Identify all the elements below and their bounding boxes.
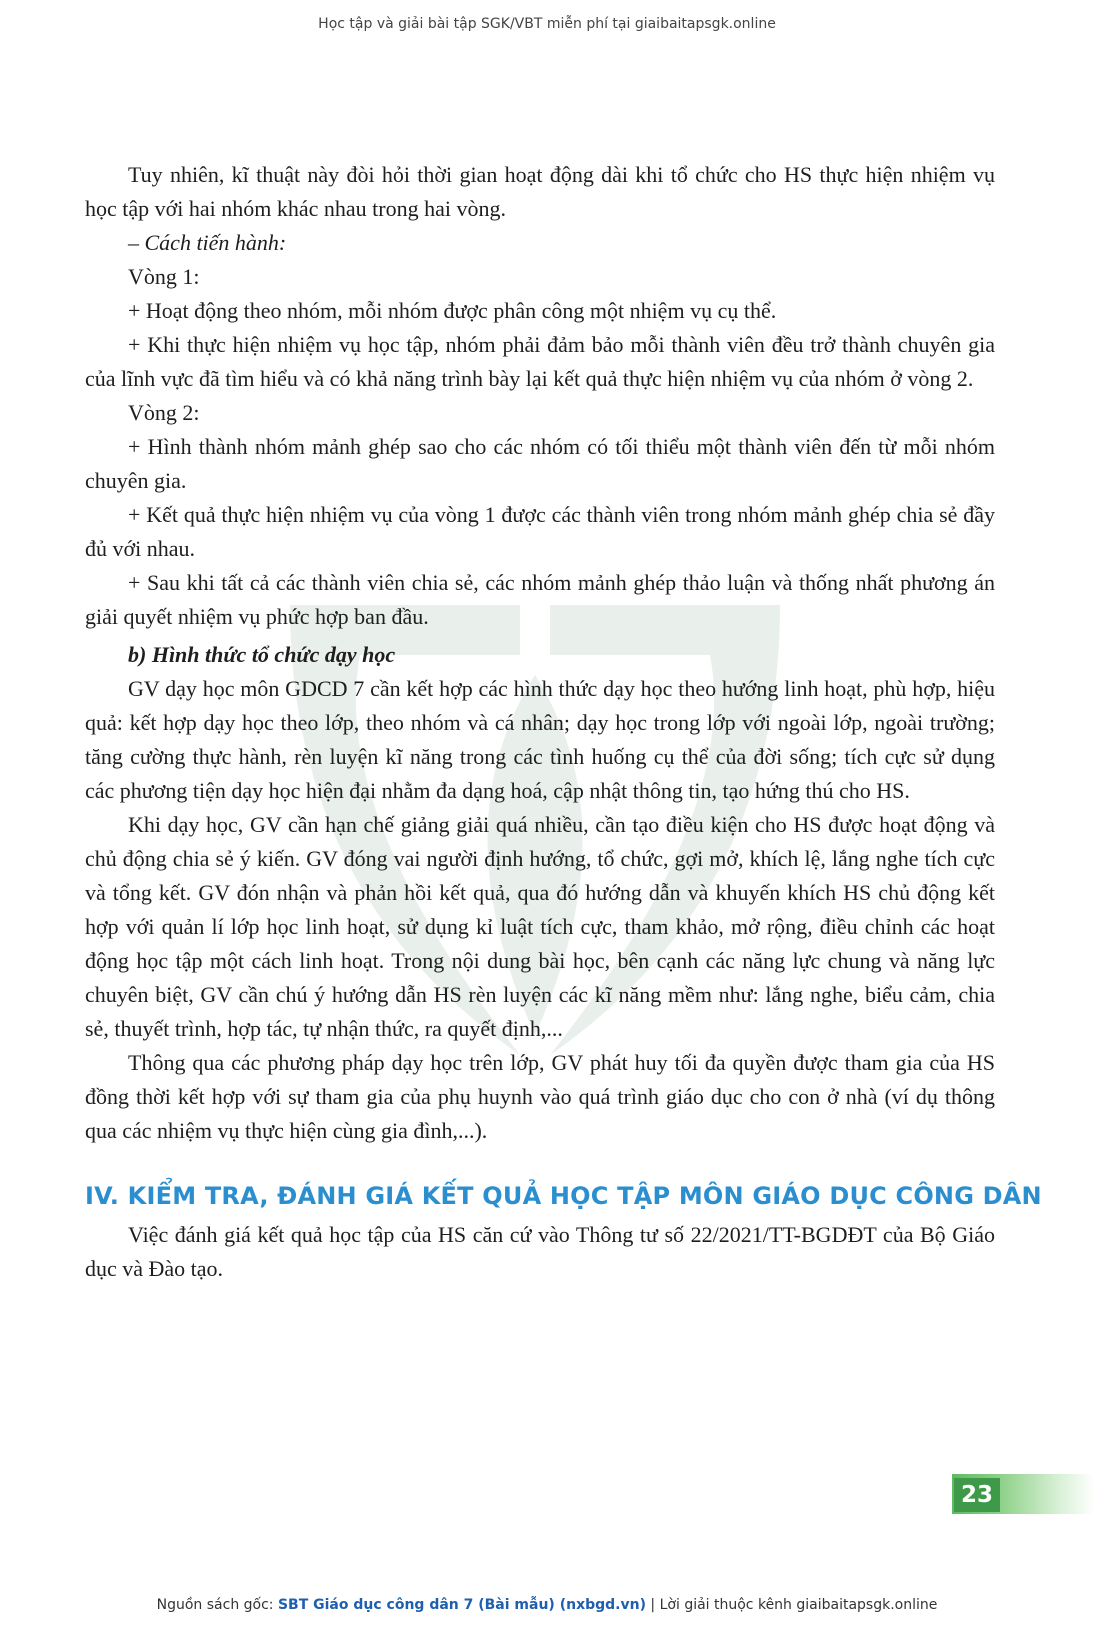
page-content [85, 158, 1042, 1286]
footer-source-link[interactable]: SBT Giáo dục công dân 7 (Bài mẫu) (nxbgd.vn) [277, 1597, 646, 1613]
subheading-teaching-forms: b) Hình thức tổ chức dạy học [128, 642, 396, 667]
footer-prefix: Nguồn sách gốc: [156, 1597, 278, 1613]
paragraph-round1-item2: + Khi thực hiện nhiệm vụ học tập, nhóm phải đảm bảo mỗi thành viên đều trở thành chuyên gia của lĩnh vực đã tìm hiểu và có khả năng trình bày lại kết quả thực hiện nhiệm vụ của nhóm ở vòng 2. [85, 332, 995, 391]
paragraph-assessment-basis: Việc đánh giá kết quả học tập của HS căn cứ vào Thông tư số 22/2021/TT-BGDĐT của Bộ Giáo dục và Đào tạo. [85, 1222, 995, 1281]
footer-suffix: Lời giải thuộc kênh giaibaitapsgk.online [659, 1597, 938, 1613]
paragraph-round2-item3: + Sau khi tất cả các thành viên chia sẻ, các nhóm mảnh ghép thảo luận và thống nhất phương án giải quyết nhiệm vụ phức hợp ban đầu. [85, 570, 995, 629]
page-number: 23 [954, 1478, 1000, 1512]
label-how-to: – Cách tiến hành: [128, 230, 287, 255]
paragraph-teaching-forms: GV dạy học môn GDCD 7 cần kết hợp các hình thức dạy học theo hướng linh hoạt, phù hợp, hiệu quả: kết hợp dạy học theo lớp, theo nhóm và cá nhân; dạy học trong lớp với ngoài lớp, ngoài trường; tăng cường thực hành, rèn luyện kĩ năng trong các tình huống cụ thể của đời sống; tích cực sử dụng các phương tiện dạy học hiện đại nhằm đa dạng hoá, cập nhật thông tin, tạo hứng thú cho HS. [85, 676, 995, 803]
paragraph-technique-time: Tuy nhiên, kĩ thuật này đòi hỏi thời gian hoạt động dài khi tổ chức cho HS thực hiện nhiệm vụ học tập với hai nhóm khác nhau trong hai vòng. [85, 162, 995, 221]
paragraph-round1-item1: + Hoạt động theo nhóm, mỗi nhóm được phân công một nhiệm vụ cụ thể. [128, 298, 777, 323]
paragraph-round2-item1: + Hình thành nhóm mảnh ghép sao cho các nhóm có tối thiểu một thành viên đến từ mỗi nhóm chuyên gia. [85, 434, 995, 493]
section-heading-assessment: IV. KIỂM TRA, ĐÁNH GIÁ KẾT QUẢ HỌC TẬP MÔN GIÁO DỤC CÔNG DÂN [85, 1182, 1042, 1210]
paragraph-round2-item2: + Kết quả thực hiện nhiệm vụ của vòng 1 được các thành viên trong nhóm mảnh ghép chia sẻ đầy đủ với nhau. [85, 502, 995, 561]
label-round-2: Vòng 2: [128, 400, 200, 425]
paragraph-parent-involvement: Thông qua các phương pháp dạy học trên lớp, GV phát huy tối đa quyền được tham gia của HS đồng thời kết hợp với sự tham gia của phụ huynh vào quá trình giáo dục cho con ở nhà (ví dụ thông qua các nhiệm vụ thực hiện cùng gia đình,...). [85, 1050, 995, 1143]
footer-separator: | [645, 1597, 660, 1613]
footer [0, 1597, 1094, 1613]
top-site-note: Học tập và giải bài tập SGK/VBT miễn phí tại giaibaitapsgk.online [318, 16, 776, 32]
paragraph-teacher-role: Khi dạy học, GV cần hạn chế giảng giải quá nhiều, cần tạo điều kiện cho HS được hoạt động và chủ động chia sẻ ý kiến. GV đóng vai người định hướng, tổ chức, gợi mở, khích lệ, lắng nghe tích cực và tổng kết. GV đón nhận và phản hồi kết quả, qua đó hướng dẫn và khuyến khích HS chủ động kết hợp với quản lí lớp học linh hoạt, sử dụng kỉ luật tích cực, tham khảo, mở rộng, điều chỉnh các hoạt động học tập một cách linh hoạt. Trong nội dung bài học, bên cạnh các năng lực chung và năng lực chuyên biệt, GV cần chú ý hướng dẫn HS rèn luyện các kĩ năng mềm như: lắng nghe, biểu cảm, chia sẻ, thuyết trình, hợp tác, tự nhận thức, ra quyết định,... [85, 812, 995, 1041]
label-round-1: Vòng 1: [128, 264, 200, 289]
